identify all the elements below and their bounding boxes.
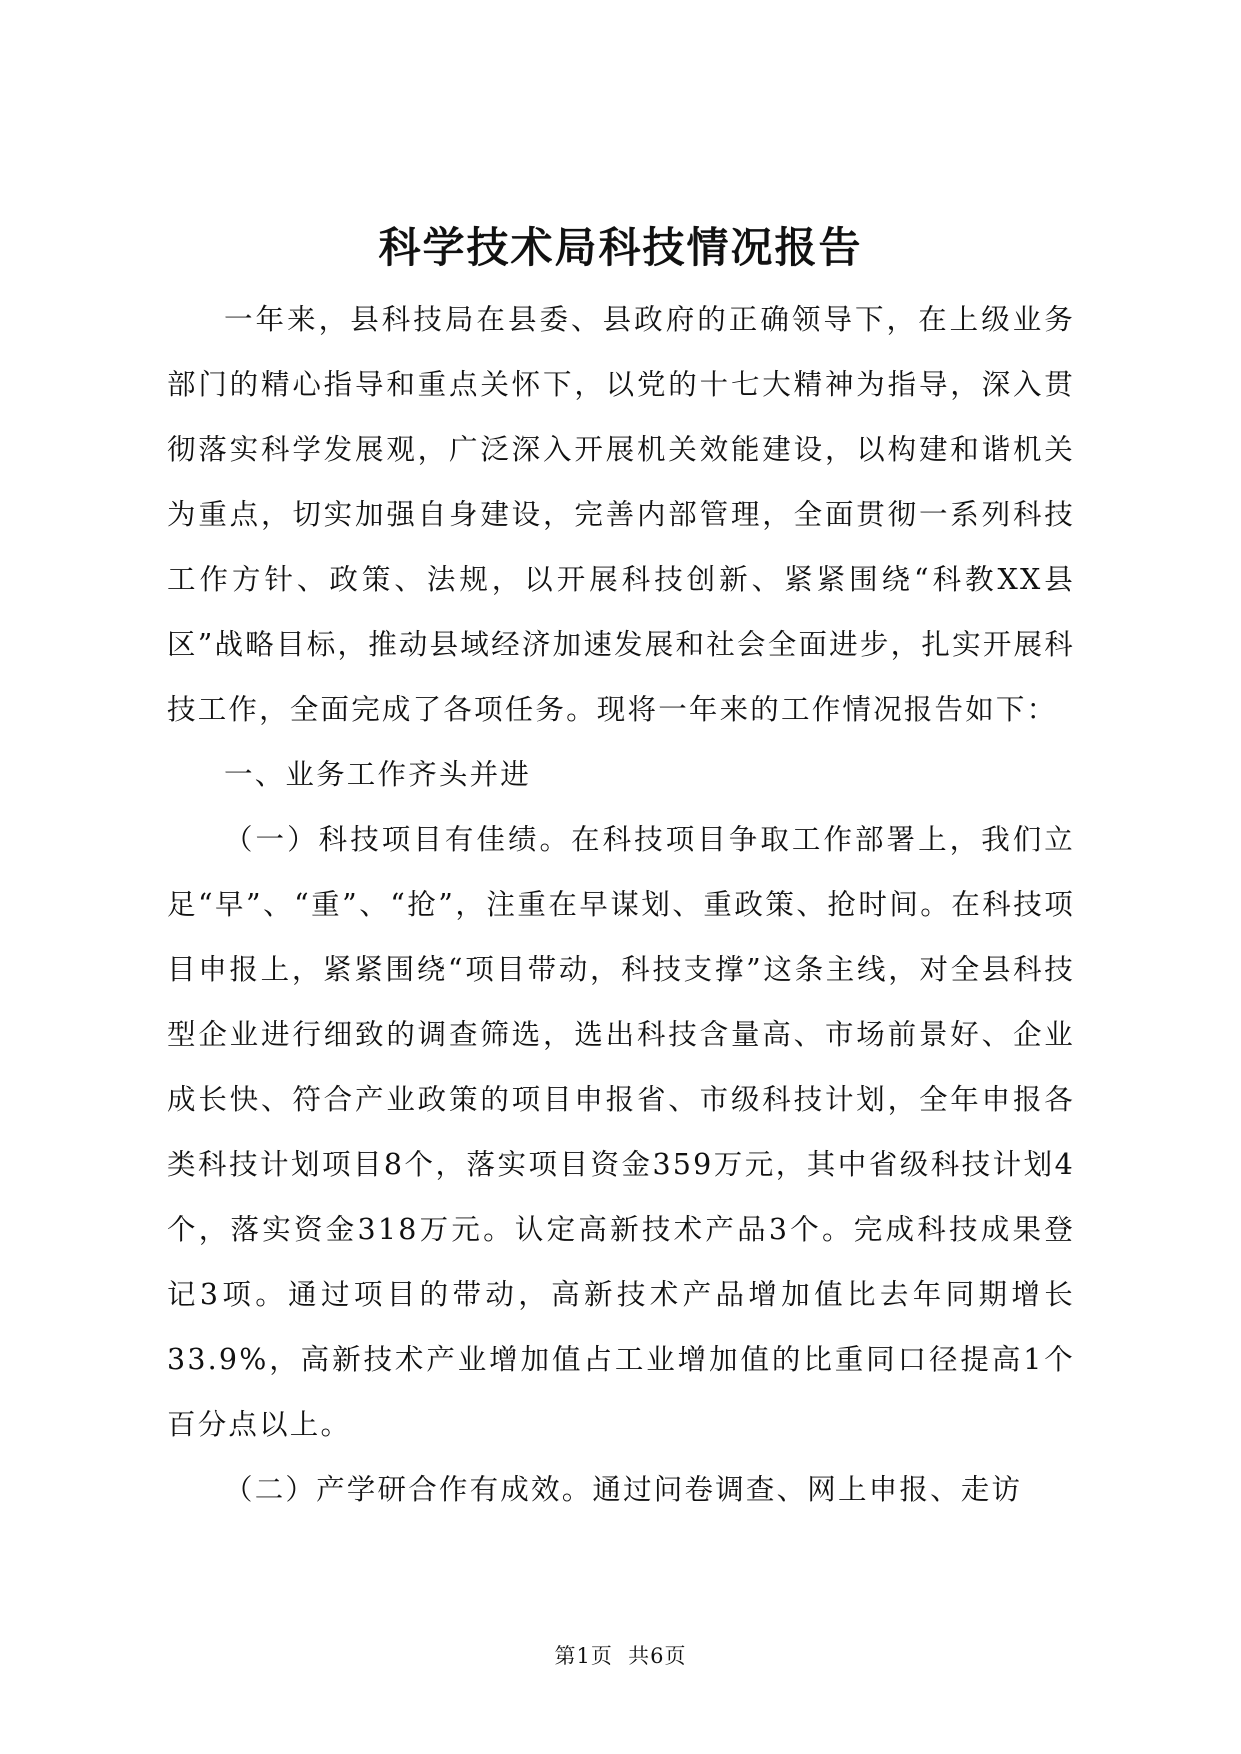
document-title: 科学技术局科技情况报告: [378, 223, 863, 272]
document-body: [167, 287, 1075, 1522]
intro-paragraph: 一年来，县科技局在县委、县政府的正确领导下，在上级业务部门的精心指导和重点关怀下，以党的十七大精神为指导，深入贯彻落实科学发展观，广泛深入开展机关效能建设，以构建和谐机关为重点，切实加强自身建设，完善内部管理，全面贯彻一系列科技工作方针、政策、法规，以开展科技创新、紧紧围绕“科教XX县区”战略目标，推动县域经济加速发展和社会全面进步，扎实开展科技工作，全面完成了各项任务。现将一年来的工作情况报告如下：: [167, 303, 1075, 726]
section-paragraph-1: （一）科技项目有佳绩。在科技项目争取工作部署上，我们立足“早”、“重”、“抢”，注重在早谋划、重政策、抢时间。在科技项目申报上，紧紧围绕“项目带动，科技支撑”这条主线，对全县科技型企业进行细致的调查筛选，选出科技含量高、市场前景好、企业成长快、符合产业政策的项目申报省、市级科技计划，全年申报各类科技计划项目8个，落实项目资金359万元，其中省级科技计划4个，落实资金318万元。认定高新技术产品3个。完成科技成果登记3项。通过项目的带动，高新技术产品增加值比去年同期增长33.9%，高新技术产业增加值占工业增加值的比重同口径提高1个百分点以上。: [167, 823, 1075, 1441]
page-footer: [0, 1640, 1241, 1670]
section-paragraph-2: （二）产学研合作有成效。通过问卷调查、网上申报、走访: [224, 1473, 1023, 1506]
section-heading: 一、业务工作齐头并进: [224, 758, 532, 791]
page-number: 第1页 共6页: [554, 1644, 687, 1668]
